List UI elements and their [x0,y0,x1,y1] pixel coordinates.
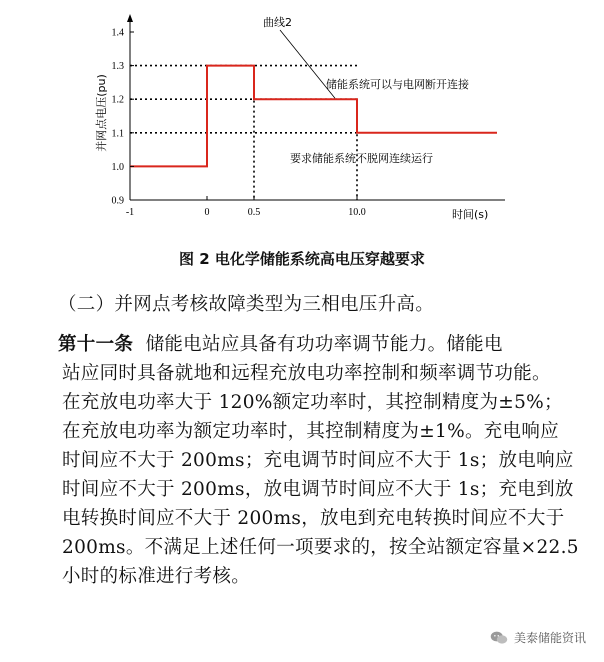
x-tick-label: -1 [125,207,135,218]
article-line: 电转换时间应不大于 200ms，放电到充电转换时间应不大于 [62,508,565,529]
x-tick-label: 0 [204,207,210,218]
annotation-lower: 要求储能系统不脱网连续运行 [290,152,433,165]
article-line: 时间应不大于 200ms，放电调节时间应不大于 1s；充电到放 [62,479,574,500]
y-axis-label: 并网点电压(pu) [95,74,108,152]
paragraph-fault-type: （二）并网点考核故障类型为三相电压升高。 [58,294,435,315]
y-tick-label: 1.2 [111,94,124,106]
y-tick-label: 0.9 [111,195,124,207]
y-axis-arrow [127,14,133,22]
chart-labels [94,15,488,221]
figure-caption: 图 2 电化学储能系统高电压穿越要求 [179,250,425,268]
x-tick-label: 0.5 [247,207,261,218]
x-tick-label: 10.0 [348,207,366,218]
article-line: 在充放电功率为额定功率时，其控制精度为±1%。充电响应 [62,421,559,442]
wechat-icon [490,630,508,646]
article-line: 时间应不大于 200ms；充电调节时间应不大于 1s；放电响应 [62,450,574,471]
article-line: 站应同时具备就地和远程充放电功率控制和频率调节功能。 [62,363,551,384]
article-line: 储能电站应具备有功功率调节能力。储能电 [145,334,503,355]
watermark [486,627,590,648]
x-axis-label: 时间(s) [452,208,489,221]
article-title: 第十一条 [58,334,134,355]
annotation-upper: 储能系统可以与电网断开连接 [326,78,469,91]
article-11-line-1 [58,330,598,359]
voltage-ride-through-chart [0,0,604,240]
curve-label: 曲线2 [263,16,292,29]
chart-axes [127,14,505,200]
y-tick-label: 1.4 [111,27,124,39]
y-tick-label: 1.3 [111,61,124,73]
y-tick-label: 1.1 [111,128,124,140]
y-tick-label: 1.0 [111,161,124,173]
watermark-text: 美泰储能资讯 [513,631,586,645]
article-line: 在充放电功率大于 120%额定功率时，其控制精度为±5%； [62,392,563,413]
article-line: 200ms。不满足上述任何一项要求的，按全站额定容量×22.5 [62,537,579,558]
chart-ticks [112,28,366,219]
article-line: 小时的标准进行考核。 [62,566,251,587]
